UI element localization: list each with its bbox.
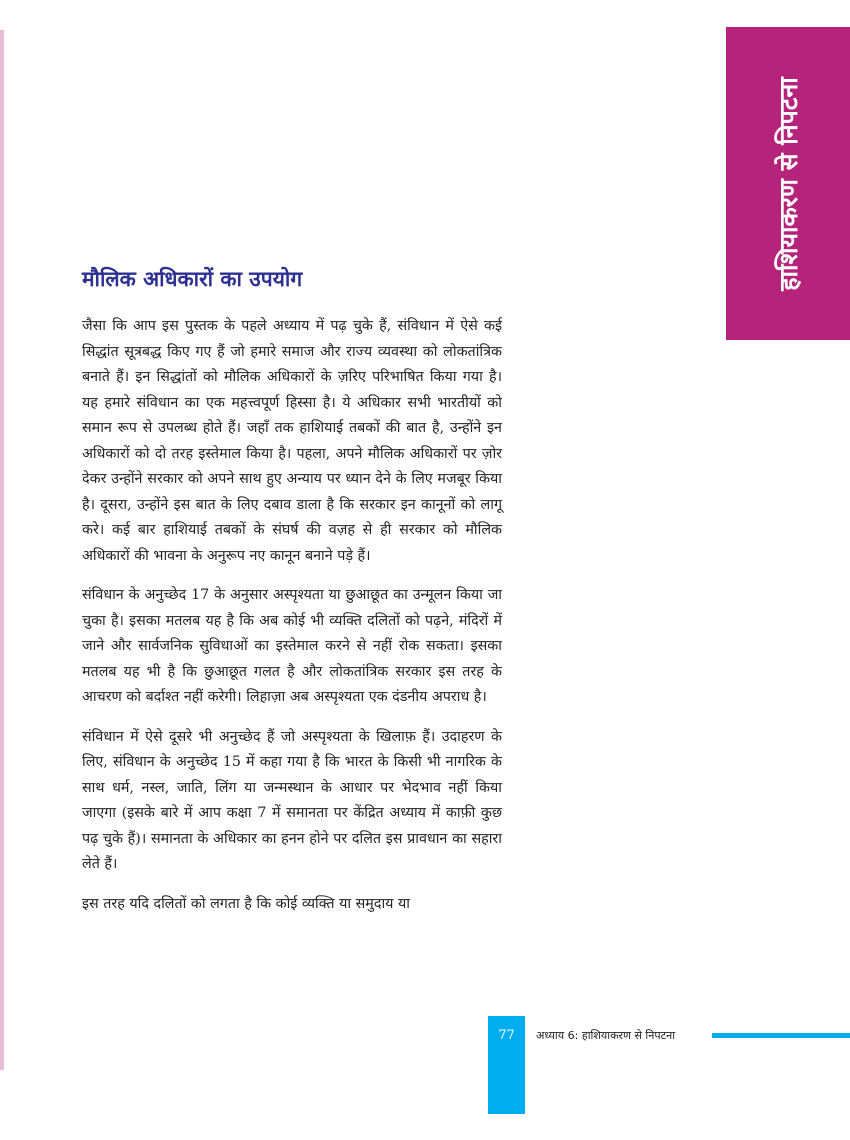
paragraph: संविधान के अनुच्छेद 17 के अनुसार अस्पृश्यता या छुआछूत का उन्मूलन किया जा चुका है। इसका मतलब यह है कि अब कोई भी व्यक्ति दलितों को पढ़ने, मंदिरों में जाने और सार्वजनिक सुविधाओं का इस्तेमाल करने से नहीं रोक सकता। इसका मतलब यह भी है कि छुआछूत गलत है और लोकतांत्रिक सरकार इस तरह के आचरण को बर्दाश्त नहीं करेगी। लिहाज़ा अब अस्पृश्यता एक दंडनीय अपराध है। (82, 587, 502, 705)
side-tab-title: हाशियाकरण से निपटना (774, 76, 803, 291)
body-text (82, 314, 502, 931)
paragraph: संविधान में ऐसे दूसरे भी अनुच्छेद हैं जो अस्पृश्यता के खिलाफ़ हैं। उदाहरण के लिए, संविधान के अनुच्छेद 15 में कहा गया है कि भारत के किसी भी नागरिक के साथ धर्म, नस्ल, जाति, लिंग या जन्मस्थान के आधार पर भेदभाव नहीं किया जाएगा (इसके बारे में आप कक्षा 7 में समानता पर केंद्रित अध्याय में काफ़ी कुछ पढ़ चुके हैं)। समानता के अधिकार का हनन होने पर दलित इस प्रावधान का सहारा लेते हैं। (82, 728, 502, 872)
footer-chapter-label: अध्याय 6: हाशियाकरण से निपटना (536, 1029, 676, 1042)
section-heading: मौलिक अधिकारों का उपयोग (82, 267, 303, 291)
chapter-side-tab (726, 27, 850, 340)
page-number-block (488, 1016, 525, 1114)
paragraph: इस तरह यदि दलितों को लगता है कि कोई व्यक्ति या समुदाय या (82, 895, 410, 912)
page-number: 77 (498, 1028, 515, 1043)
footer-accent-bar (712, 1033, 850, 1038)
left-margin-strip (0, 30, 4, 1070)
paragraph: जैसा कि आप इस पुस्तक के पहले अध्याय में पढ़ चुके हैं, संविधान में ऐसे कई सिद्धांत सूत्रबद्ध किए गए हैं जो हमारे समाज और राज्य व्यवस्था को लोकतांत्रिक बनाते हैं। इन सिद्धांतों को मौलिक अधिकारों के ज़रिए परिभाषित किया गया है। यह हमारे संविधान का एक महत्त्वपूर्ण हिस्सा है। ये अधिकार सभी भारतीयों को समान रूप से उपलब्ध होते हैं। जहाँ तक हाशियाई तबकों की बात है, उन्होंने इन अधिकारों को दो तरह इस्तेमाल किया है। पहला, अपने मौलिक अधिकारों पर ज़ोर देकर उन्होंने सरकार को अपने साथ हुए अन्याय पर ध्यान देने के लिए मजबूर किया है। दूसरा, उन्होंने इस बात के लिए दबाव डाला है कि सरकार इन कानूनों को लागू करे। कई बार हाशियाई तबकों के संघर्ष की वज़ह से ही सरकार को मौलिक अधिकारों की भावना के अनुरूप नए कानून बनाने पड़े हैं। (82, 318, 502, 564)
